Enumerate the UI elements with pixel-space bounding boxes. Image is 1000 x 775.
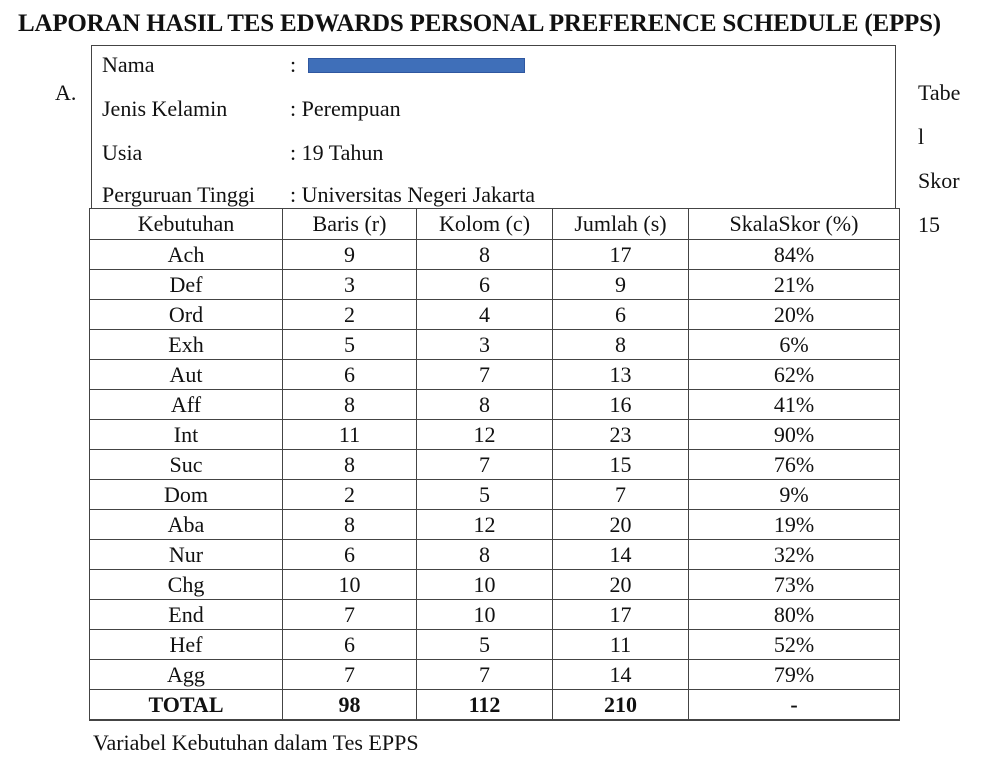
total-skala: - [689,690,900,721]
cell-baris: 8 [283,450,417,480]
cell-baris: 5 [283,330,417,360]
cell-kolom: 8 [417,240,553,270]
cell-skala-skor: 41% [689,390,900,420]
cell-kebutuhan: Def [90,270,283,300]
header-kebutuhan: Kebutuhan [90,209,283,240]
cell-kebutuhan: Agg [90,660,283,690]
cell-baris: 2 [283,300,417,330]
cell-skala-skor: 21% [689,270,900,300]
cell-skala-skor: 84% [689,240,900,270]
cell-baris: 2 [283,480,417,510]
cell-skala-skor: 73% [689,570,900,600]
university-value: : Universitas Negeri Jakarta [290,182,535,207]
cell-jumlah: 17 [553,240,689,270]
side-note-line-3: Skor [918,168,960,193]
cell-kebutuhan: Aut [90,360,283,390]
cell-skala-skor: 32% [689,540,900,570]
cell-baris: 6 [283,540,417,570]
cell-jumlah: 6 [553,300,689,330]
name-label: Nama [102,52,155,77]
header-skala-skor: SkalaSkor (%) [689,209,900,240]
cell-kebutuhan: Hef [90,630,283,660]
cell-kolom: 12 [417,420,553,450]
cell-baris: 7 [283,660,417,690]
cell-jumlah: 9 [553,270,689,300]
age-row [102,140,383,166]
cell-kebutuhan: Aba [90,510,283,540]
cell-kolom: 3 [417,330,553,360]
cell-jumlah: 17 [553,600,689,630]
gender-label: Jenis Kelamin [102,96,228,121]
cell-kolom: 8 [417,540,553,570]
epps-score-table [89,208,900,721]
cell-jumlah: 11 [553,630,689,660]
gender-row [102,96,401,122]
cell-kolom: 7 [417,360,553,390]
cell-kebutuhan: Ach [90,240,283,270]
cell-skala-skor: 79% [689,660,900,690]
cell-jumlah: 23 [553,420,689,450]
cell-kebutuhan: Int [90,420,283,450]
table-row [90,450,900,480]
cell-kebutuhan: Exh [90,330,283,360]
table-row [90,480,900,510]
table-row [90,660,900,690]
cell-jumlah: 7 [553,480,689,510]
header-kolom: Kolom (c) [417,209,553,240]
total-kolom: 112 [417,690,553,721]
cell-kolom: 4 [417,300,553,330]
cell-jumlah: 20 [553,570,689,600]
cell-kebutuhan: Dom [90,480,283,510]
cell-jumlah: 14 [553,660,689,690]
cell-jumlah: 8 [553,330,689,360]
gender-value: : Perempuan [290,96,401,121]
cell-kebutuhan: Ord [90,300,283,330]
name-redaction-bar [308,58,525,73]
total-jumlah: 210 [553,690,689,721]
cell-baris: 9 [283,240,417,270]
cell-skala-skor: 90% [689,420,900,450]
section-letter: A. [55,80,77,105]
table-row [90,630,900,660]
cell-baris: 6 [283,630,417,660]
table-row [90,270,900,300]
cell-baris: 10 [283,570,417,600]
age-label: Usia [102,140,143,165]
table-row [90,240,900,270]
table-caption: Variabel Kebutuhan dalam Tes EPPS [93,730,419,755]
table-row [90,390,900,420]
table-row [90,420,900,450]
cell-jumlah: 14 [553,540,689,570]
cell-skala-skor: 80% [689,600,900,630]
table-header-row [90,209,900,240]
table-row [90,510,900,540]
table-row [90,570,900,600]
table-row [90,330,900,360]
age-value: : 19 Tahun [290,140,384,165]
cell-kebutuhan: Suc [90,450,283,480]
cell-kebutuhan: Chg [90,570,283,600]
cell-kolom: 12 [417,510,553,540]
cell-baris: 11 [283,420,417,450]
name-row [102,52,296,78]
cell-baris: 3 [283,270,417,300]
cell-baris: 7 [283,600,417,630]
cell-skala-skor: 76% [689,450,900,480]
header-jumlah: Jumlah (s) [553,209,689,240]
cell-skala-skor: 19% [689,510,900,540]
cell-baris: 8 [283,390,417,420]
cell-jumlah: 15 [553,450,689,480]
cell-kebutuhan: Nur [90,540,283,570]
cell-kolom: 5 [417,480,553,510]
report-title: LAPORAN HASIL TES EDWARDS PERSONAL PREFERENCE SCHEDULE (EPPS) [18,10,941,37]
table-row [90,540,900,570]
cell-jumlah: 16 [553,390,689,420]
university-row [102,182,535,208]
cell-skala-skor: 52% [689,630,900,660]
cell-skala-skor: 9% [689,480,900,510]
cell-baris: 8 [283,510,417,540]
side-note-line-4: 15 [918,212,940,237]
cell-jumlah: 13 [553,360,689,390]
cell-kebutuhan: End [90,600,283,630]
cell-kolom: 10 [417,570,553,600]
cell-kolom: 7 [417,660,553,690]
total-baris: 98 [283,690,417,721]
name-value: : [290,52,297,77]
cell-kolom: 7 [417,450,553,480]
cell-kebutuhan: Aff [90,390,283,420]
table-row [90,600,900,630]
total-row [90,690,900,721]
cell-kolom: 8 [417,390,553,420]
cell-kolom: 5 [417,630,553,660]
university-label: Perguruan Tinggi [102,182,256,207]
table-row [90,300,900,330]
cell-jumlah: 20 [553,510,689,540]
cell-baris: 6 [283,360,417,390]
cell-skala-skor: 20% [689,300,900,330]
header-baris: Baris (r) [283,209,417,240]
cell-kolom: 6 [417,270,553,300]
total-label: TOTAL [90,690,283,721]
cell-skala-skor: 62% [689,360,900,390]
side-note-line-2: l [918,124,925,149]
side-note-line-1: Tabe [918,80,961,105]
table-row [90,360,900,390]
cell-skala-skor: 6% [689,330,900,360]
cell-kolom: 10 [417,600,553,630]
